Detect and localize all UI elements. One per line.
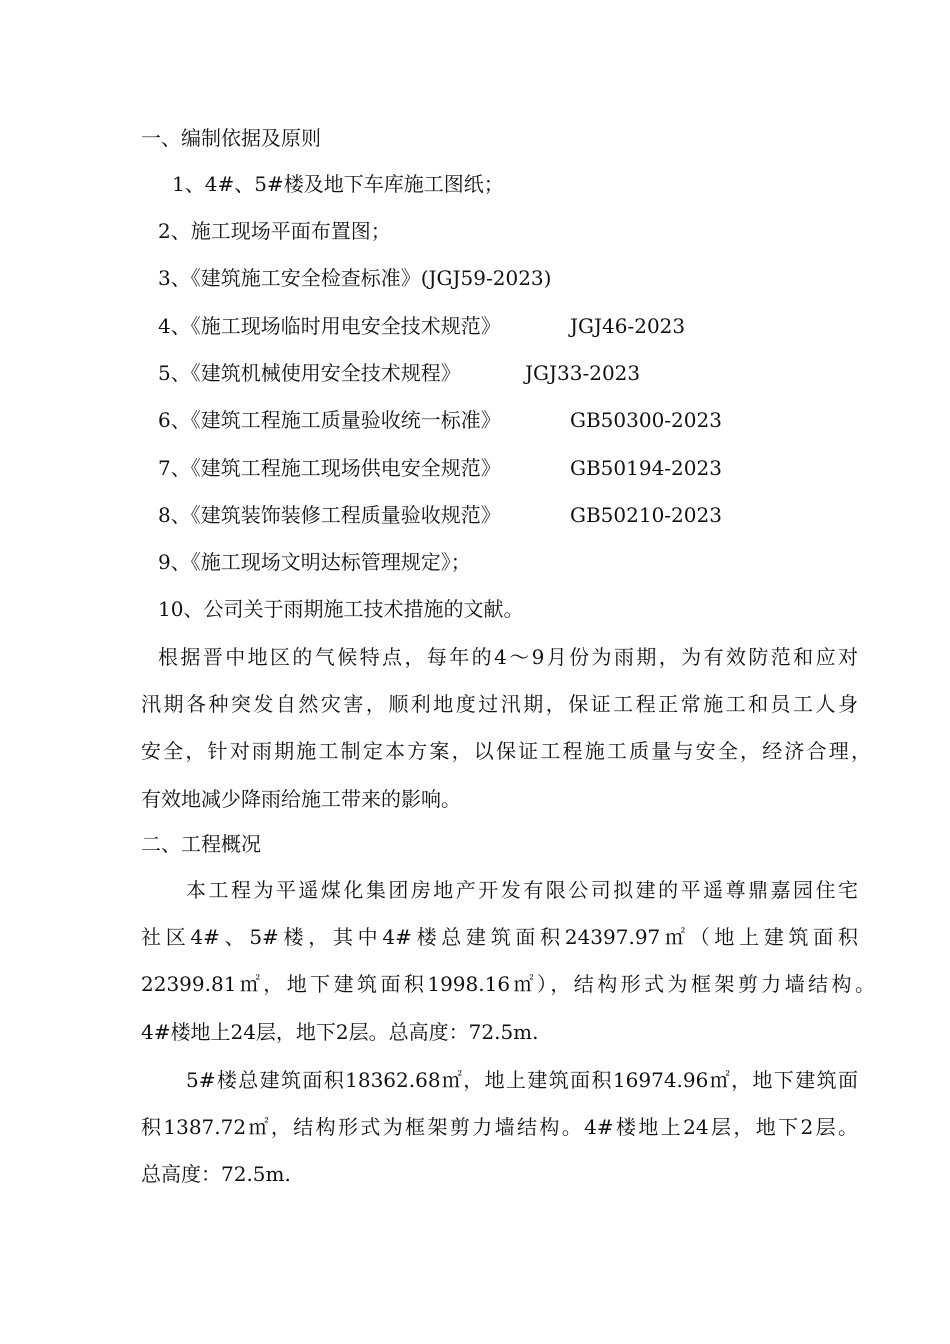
reference-item-1: 1、4#、5#楼及地下车库施工图纸； [172, 172, 504, 196]
reference-item-4: 4、《施工现场临时用电安全技术规范》 [158, 314, 501, 338]
reference-item-3: 3、《建筑施工安全检查标准》(JGJ59-2023) [158, 266, 552, 290]
reference-item-10: 10、公司关于雨期施工技术措施的文献。 [158, 597, 524, 621]
basis-paragraph-line-1: 根据晋中地区的气候特点，每年的4～9月份为雨期，为有效防范和应对 [158, 645, 858, 669]
overview-paragraph2-line-2: 积1387.72㎡，结构形式为框架剪力墙结构。4#楼地上24层，地下2层。 [141, 1115, 858, 1139]
reference-item-6-code: GB50300-2023 [570, 408, 722, 432]
overview-paragraph2-line-1: 5#楼总建筑面积18362.68㎡，地上建筑面积16974.96㎡，地下建筑面 [186, 1068, 858, 1092]
reference-item-8-code: GB50210-2023 [570, 503, 722, 527]
overview-paragraph1-line-3: 22399.81㎡，地下建筑面积1998.16㎡），结构形式为框架剪力墙结构。 [141, 972, 875, 996]
reference-item-5: 5、《建筑机械使用安全技术规程》 [158, 361, 461, 385]
overview-paragraph1-line-2: 社区4#、5#楼，其中4#楼总建筑面积24397.97㎡（地上建筑面积 [141, 925, 858, 949]
section2-heading: 二、工程概况 [141, 832, 261, 856]
overview-paragraph2-line-3: 总高度：72.5m. [141, 1162, 291, 1186]
basis-paragraph-line-4: 有效地减少降雨给施工带来的影响。 [141, 787, 461, 811]
section1-heading: 一、编制依据及原则 [141, 126, 321, 150]
reference-item-7-code: GB50194-2023 [570, 456, 722, 480]
reference-item-4-code: JGJ46-2023 [570, 314, 686, 338]
reference-item-6: 6、《建筑工程施工质量验收统一标准》 [158, 408, 501, 432]
basis-paragraph-line-2: 汛期各种突发自然灾害，顺利地度过汛期，保证工程正常施工和员工人身 [141, 692, 858, 716]
reference-item-9: 9、《施工现场文明达标管理规定》； [158, 550, 471, 574]
reference-item-8: 8、《建筑装饰装修工程质量验收规范》 [158, 503, 501, 527]
reference-item-5-code: JGJ33-2023 [525, 361, 641, 385]
overview-paragraph1-line-4: 4#楼地上24层，地下2层。总高度：72.5m. [141, 1020, 539, 1044]
reference-item-7: 7、《建筑工程施工现场供电安全规范》 [158, 456, 501, 480]
reference-item-2: 2、施工现场平面布置图； [158, 219, 391, 243]
basis-paragraph-line-3: 安全，针对雨期施工制定本方案，以保证工程施工质量与安全，经济合理， [141, 739, 871, 763]
overview-paragraph1-line-1: 本工程为平遥煤化集团房地产开发有限公司拟建的平遥尊鼎嘉园住宅 [186, 878, 858, 902]
